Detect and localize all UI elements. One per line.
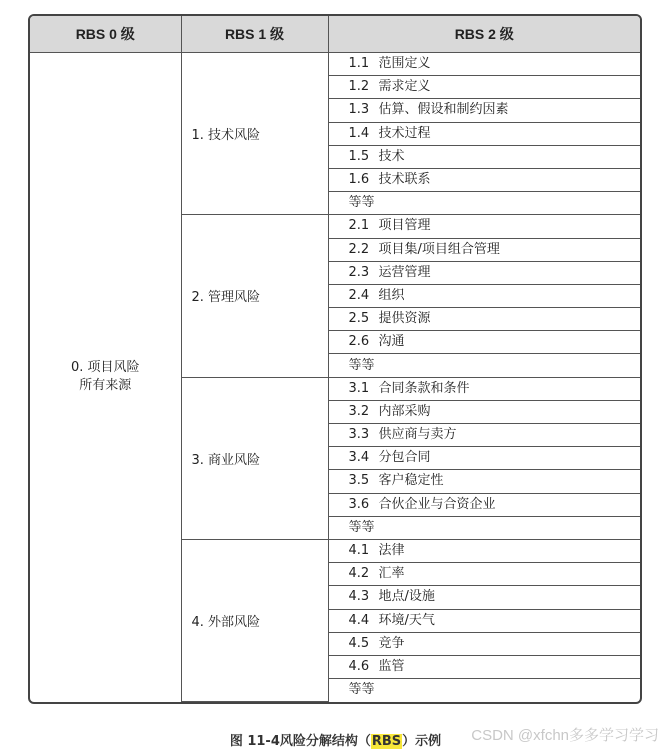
rbs1-cell: 1. 技术风险 xyxy=(181,53,328,215)
rbs2-cell xyxy=(328,424,640,447)
rbs2-cell xyxy=(328,261,640,284)
rbs2-text: 等等 xyxy=(348,519,375,535)
rbs0-cell xyxy=(30,53,181,702)
rbs2-text: 分包合同 xyxy=(378,450,431,466)
rbs2-cell xyxy=(328,586,640,609)
rbs2-number: 2.3 xyxy=(348,264,370,280)
rbs2-cell xyxy=(328,470,640,493)
rbs2-cell xyxy=(328,539,640,562)
rbs2-cell xyxy=(328,655,640,678)
rbs2-text: 技术过程 xyxy=(378,125,431,141)
rbs2-text: 汇率 xyxy=(378,566,405,582)
rbs2-text: 需求定义 xyxy=(378,79,431,95)
rbs2-number: 2.5 xyxy=(348,311,370,327)
rbs0-label-line: 所有来源 xyxy=(79,378,132,394)
rbs2-text: 环境/天气 xyxy=(378,612,435,628)
rbs2-cell xyxy=(328,53,640,76)
rbs1-cell: 4. 外部风险 xyxy=(181,539,328,701)
rbs2-text: 等等 xyxy=(348,195,375,211)
rbs2-text: 技术 xyxy=(378,148,405,164)
rbs2-number: 1.2 xyxy=(348,79,370,95)
rbs2-cell xyxy=(328,447,640,470)
rbs2-cell xyxy=(328,192,640,215)
rbs-table-frame xyxy=(28,14,642,704)
rbs0-label-line: 0. 项目风险 xyxy=(70,360,140,376)
rbs2-cell xyxy=(328,609,640,632)
rbs2-text: 法律 xyxy=(378,543,405,559)
rbs2-cell xyxy=(328,493,640,516)
rbs2-number: 1.4 xyxy=(348,125,370,141)
caption-suffix: ）示例 xyxy=(402,734,442,749)
rbs2-number: 3.1 xyxy=(348,380,370,396)
rbs2-number: 4.6 xyxy=(348,658,370,674)
rbs2-number: 1.6 xyxy=(348,172,370,188)
table-body xyxy=(30,53,640,702)
header-rbs1: RBS 1 级 xyxy=(181,16,328,53)
rbs2-text: 监管 xyxy=(378,658,405,674)
rbs2-number: 3.4 xyxy=(348,450,370,466)
rbs2-text: 地点/设施 xyxy=(378,589,435,605)
rbs2-cell xyxy=(328,122,640,145)
rbs2-cell xyxy=(328,377,640,400)
rbs2-cell xyxy=(328,284,640,307)
rbs2-number: 3.3 xyxy=(348,427,370,443)
rbs2-number: 3.6 xyxy=(348,496,370,512)
rbs2-text: 技术联系 xyxy=(378,172,431,188)
rbs2-cell xyxy=(328,632,640,655)
rbs2-cell xyxy=(328,563,640,586)
header-rbs0: RBS 0 级 xyxy=(30,16,181,53)
rbs2-number: 4.2 xyxy=(348,566,370,582)
header-rbs2: RBS 2 级 xyxy=(328,16,640,53)
rbs2-text: 提供资源 xyxy=(378,311,431,327)
rbs2-text: 估算、假设和制约因素 xyxy=(378,102,509,118)
rbs2-text: 合伙企业与合资企业 xyxy=(378,496,496,512)
rbs2-text: 供应商与卖方 xyxy=(378,427,457,443)
rbs2-number: 2.2 xyxy=(348,241,370,257)
caption-prefix: 图 11-4风险分解结构（ xyxy=(229,734,371,749)
rbs2-text: 客户稳定性 xyxy=(378,473,444,489)
rbs1-cell: 2. 管理风险 xyxy=(181,215,328,377)
rbs2-number: 1.5 xyxy=(348,148,370,164)
rbs2-text: 等等 xyxy=(348,357,375,373)
rbs2-number: 2.4 xyxy=(348,287,370,303)
rbs2-cell xyxy=(328,331,640,354)
rbs2-number: 3.5 xyxy=(348,473,370,489)
rbs2-cell xyxy=(328,354,640,377)
rbs2-number: 1.3 xyxy=(348,102,370,118)
rbs2-cell xyxy=(328,516,640,539)
rbs-table xyxy=(30,16,640,702)
rbs2-cell xyxy=(328,400,640,423)
rbs2-number: 3.2 xyxy=(348,403,370,419)
rbs2-cell xyxy=(328,168,640,191)
rbs2-number: 4.5 xyxy=(348,635,370,651)
rbs2-number: 4.3 xyxy=(348,589,370,605)
table-row xyxy=(30,53,640,76)
rbs2-text: 项目管理 xyxy=(378,218,431,234)
rbs2-text: 组织 xyxy=(378,287,405,303)
rbs2-number: 1.1 xyxy=(348,56,370,72)
table-header-row xyxy=(30,16,640,53)
rbs2-cell xyxy=(328,679,640,702)
caption-highlight: RBS xyxy=(371,734,402,749)
rbs2-text: 范围定义 xyxy=(378,56,431,72)
rbs2-text: 项目集/项目组合管理 xyxy=(378,241,500,257)
rbs2-number: 2.6 xyxy=(348,334,370,350)
rbs2-text: 内部采购 xyxy=(378,403,431,419)
rbs2-text: 等等 xyxy=(348,682,375,698)
rbs2-cell xyxy=(328,308,640,331)
rbs2-text: 沟通 xyxy=(378,334,405,350)
rbs2-cell xyxy=(328,145,640,168)
rbs2-cell xyxy=(328,215,640,238)
rbs2-cell xyxy=(328,99,640,122)
rbs1-cell: 3. 商业风险 xyxy=(181,377,328,539)
rbs2-cell xyxy=(328,238,640,261)
rbs2-text: 运营管理 xyxy=(378,264,431,280)
rbs2-text: 合同条款和条件 xyxy=(378,380,470,396)
watermark: CSDN @xfchn多多学习学习 xyxy=(471,727,659,744)
rbs2-cell xyxy=(328,76,640,99)
rbs2-number: 4.4 xyxy=(348,612,370,628)
rbs2-number: 2.1 xyxy=(348,218,370,234)
rbs2-number: 4.1 xyxy=(348,543,370,559)
rbs2-text: 竞争 xyxy=(378,635,405,651)
